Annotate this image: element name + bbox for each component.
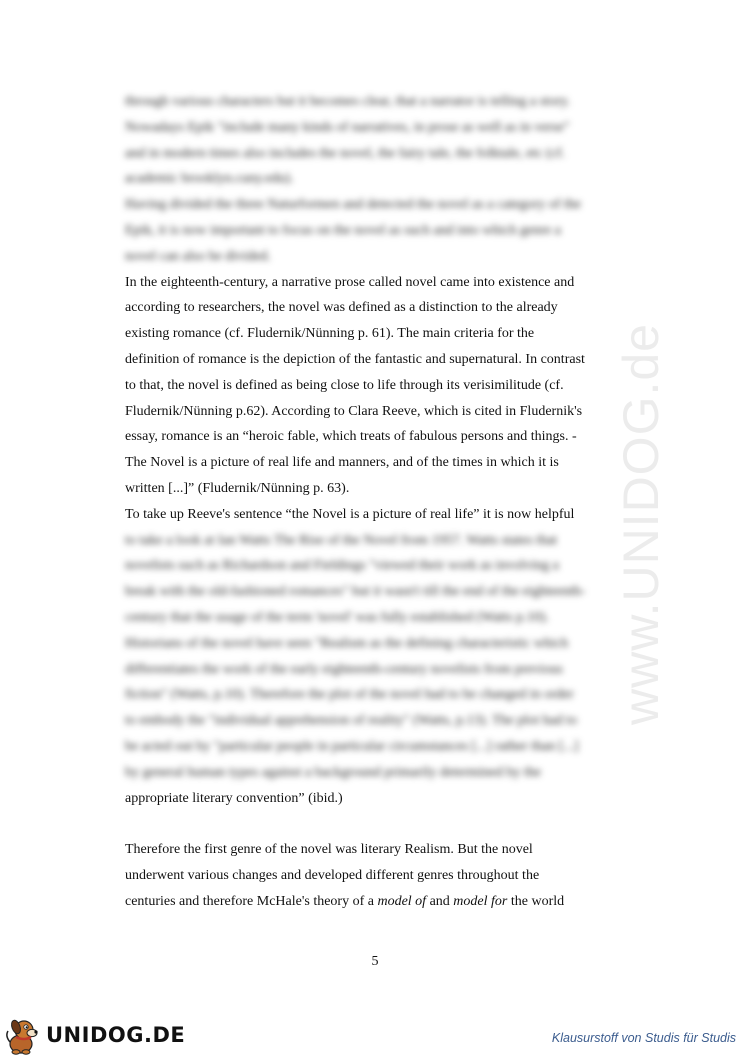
emphasis-model-for: model for bbox=[453, 893, 508, 909]
logo-text: UNIDOG.DE bbox=[46, 1023, 186, 1047]
watermark-text: www.UNIDOG.de bbox=[613, 323, 669, 725]
text-line: definition of romance is the depiction of the fantastic and supernatural. In contrast bbox=[125, 351, 585, 367]
blurred-top-section bbox=[125, 89, 635, 270]
text-run: centuries and therefore McHale's theory of a bbox=[125, 893, 378, 909]
text-line: To take up Reeve's sentence “the Novel is a picture of real life” it is now helpful bbox=[125, 506, 575, 522]
text-line: Fludernik/Nünning p.62). According to Clara Reeve, which is cited in Fludernik's bbox=[125, 403, 583, 419]
text-line: by general human types against a background primarily determined by the bbox=[125, 764, 541, 780]
text-line: Epik, it is now important to focus on the novel as such and into which genre a bbox=[125, 222, 561, 238]
text-line: essay, romance is an “heroic fable, which treats of fabulous persons and things. - bbox=[125, 429, 577, 445]
body-text bbox=[125, 89, 635, 915]
text-line: The Novel is a picture of real life and manners, and of the times in which it is bbox=[125, 455, 559, 471]
text-line: Therefore the first genre of the novel was literary Realism. But the novel bbox=[125, 842, 533, 858]
text-line: Having divided the three Naturformen and detected the novel as a category of the bbox=[125, 197, 581, 213]
text-line: to that, the novel is defined as being close to life through its verisimilitude (cf. bbox=[125, 377, 564, 393]
dog-mascot-icon bbox=[4, 1016, 48, 1056]
text-line: to take a look at Ian Watts The Rise of the Novel from 1957. Watts states that bbox=[125, 532, 558, 548]
paragraph-romance-novel bbox=[125, 270, 635, 528]
text-line: fiction" (Watts, p.10). Therefore the plot of the novel had to be changed in order bbox=[125, 687, 574, 703]
unidog-logo[interactable] bbox=[4, 1016, 204, 1056]
text-line: Nowadays Epik "include many kinds of narratives, in prose as well as in verse" bbox=[125, 119, 570, 135]
footer-tagline: Klausurstoff von Studis für Studis bbox=[551, 1031, 736, 1045]
blurred-mid-section bbox=[125, 528, 635, 786]
text-line: In the eighteenth-century, a narrative prose called novel came into existence and bbox=[125, 274, 575, 290]
paragraph-gap bbox=[125, 811, 635, 837]
text-line: academic brooklyn.cuny.edu). bbox=[125, 171, 294, 187]
text-run: the world bbox=[507, 893, 565, 909]
text-run: and bbox=[426, 893, 454, 909]
text-line: underwent various changes and developed different genres throughout the bbox=[125, 867, 540, 883]
text-line: be acted out by "particular people in particular circumstances [...] rather than [...] bbox=[125, 738, 579, 754]
text-line: appropriate literary convention” (ibid.) bbox=[125, 790, 343, 806]
emphasis-model-of: model of bbox=[377, 893, 427, 909]
text-line: through various characters but it becomes clear, that a narrator is telling a story. bbox=[125, 94, 571, 109]
paragraph-realism bbox=[125, 837, 635, 914]
text-line: Historians of the novel have seen "Realism as the defining characteristic which bbox=[125, 635, 569, 651]
text-line: century that the usage of the term 'novel' was fully established (Watts p.10). bbox=[125, 609, 549, 625]
text-line bbox=[125, 889, 635, 915]
text-line: novel can also be divided. bbox=[125, 248, 271, 264]
text-line: to embody the "individual apprehension of reality" (Watts, p.13). The plot had to bbox=[125, 713, 578, 729]
page-number: 5 bbox=[371, 954, 379, 969]
text-line: existing romance (cf. Fludernik/Nünning p. 61). The main criteria for the bbox=[125, 326, 535, 342]
text-line: according to researchers, the novel was defined as a distinction to the already bbox=[125, 300, 558, 316]
text-line: break with the old-fashioned romances" but it wasn't till the end of the eighteenth- bbox=[125, 584, 586, 600]
text-line: novelists such as Richardson and Fieldings "viewed their work as involving a bbox=[125, 558, 559, 574]
text-line: written [...]” (Fludernik/Nünning p. 63). bbox=[125, 480, 350, 496]
text-line: and in modern times also includes the novel, the fairy tale, the folktale, etc (cf. bbox=[125, 145, 566, 161]
text-line: differentiates the work of the early eighteenth-century novelists from previous bbox=[125, 661, 563, 677]
